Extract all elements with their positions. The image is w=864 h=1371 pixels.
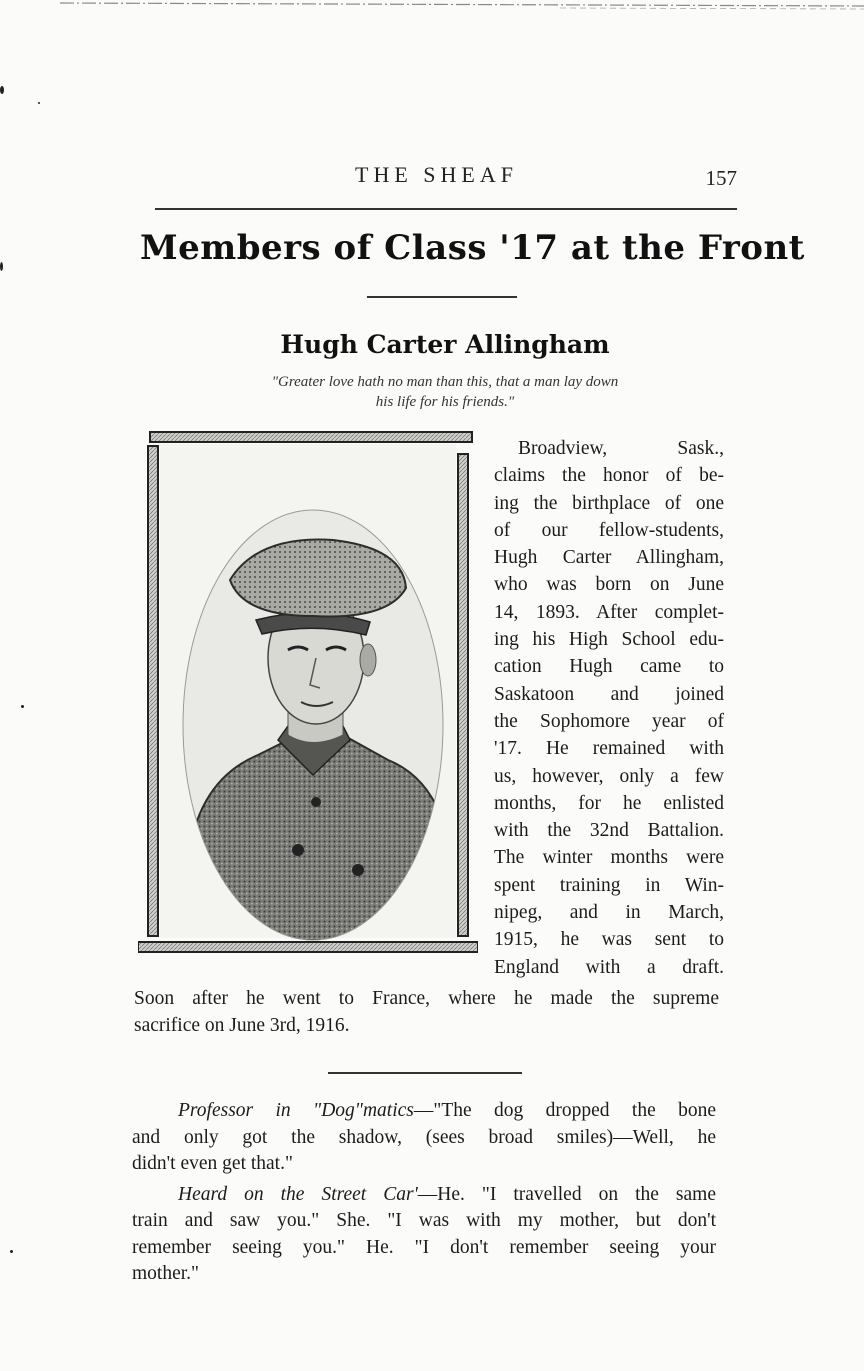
bio-line: cation Hugh came to [494,656,724,678]
anecdote-line [132,1098,716,1125]
speck [0,86,4,94]
epigraph-line-1: "Greater love hath no man than this, that a man lay down [271,374,619,390]
bio-line: us, however, only a few [494,765,724,787]
bio-line: sacrifice on June 3rd, 1916. [134,1015,350,1037]
anecdote-line: train and saw you." She. "I was with my mother, but don't [132,1210,716,1231]
biography-column [494,435,724,981]
anecdote-line: mother." [132,1263,199,1284]
scan-edge [0,0,864,12]
header-rule [155,208,737,210]
section-rule [328,1072,522,1074]
bio-line: Broadview, Sask., [518,438,724,459]
portrait-photo [138,430,478,968]
bio-line: of our fellow-students, [494,519,724,541]
anecdote-line: remember seeing you." He. "I don't remember seeing your [132,1236,716,1258]
person-name: Hugh Carter Allingham [280,330,610,359]
article-title: Members of Class '17 at the Front [140,228,805,268]
bio-line: The winter months were [494,847,724,869]
anecdote-text: —"The dog dropped the bone [413,1100,717,1121]
anecdote-lead: Heard on the Street Car' [178,1183,418,1205]
page-number: 157 [705,166,737,190]
bio-line: Soon after he went to France, where he made the supreme [134,988,719,1009]
anecdote-text: —He. "I travelled on the same [417,1183,717,1205]
bio-line: Saskatoon and joined [494,683,724,705]
anecdote-line: and only got the shadow, (sees broad smiles)—Well, he [132,1126,716,1148]
epigraph-line-2: his life for his friends." [375,394,515,410]
bio-line: Hugh Carter Allingham, [494,547,724,569]
bio-line: claims the honor of be- [494,465,724,487]
bio-line: ing the birthplace of one [494,492,724,514]
biography-conclusion [134,985,719,1040]
bio-line: '17. He remained with [494,738,724,760]
anecdote-lead: Professor in "Dog"matics [178,1100,414,1121]
epigraph [210,372,680,412]
anecdote-line [132,1182,716,1209]
title-rule [367,296,517,298]
speck [10,1250,13,1253]
bio-line: who was born on June [494,574,724,596]
anecdote-line: didn't even get that." [132,1153,293,1174]
running-title: THE SHEAF [355,162,518,187]
speck [0,262,3,271]
bio-line: with the 32nd Battalion. [494,820,724,842]
anecdotes [132,1098,716,1288]
bio-line: the Sophomore year of [494,710,724,732]
bio-line: nipeg, and in March, [494,902,724,924]
bio-line: ing his High School edu- [494,629,724,651]
bio-line: spent training in Win- [494,874,724,896]
portrait-illustration [138,430,478,968]
bio-line: England with a draft. [494,956,724,978]
bio-line: months, for he enlisted [494,792,724,814]
speck [21,705,24,708]
bio-line: 1915, he was sent to [494,929,724,951]
running-head [155,160,737,200]
bio-line: 14, 1893. After complet- [494,601,724,623]
speck [38,102,40,104]
